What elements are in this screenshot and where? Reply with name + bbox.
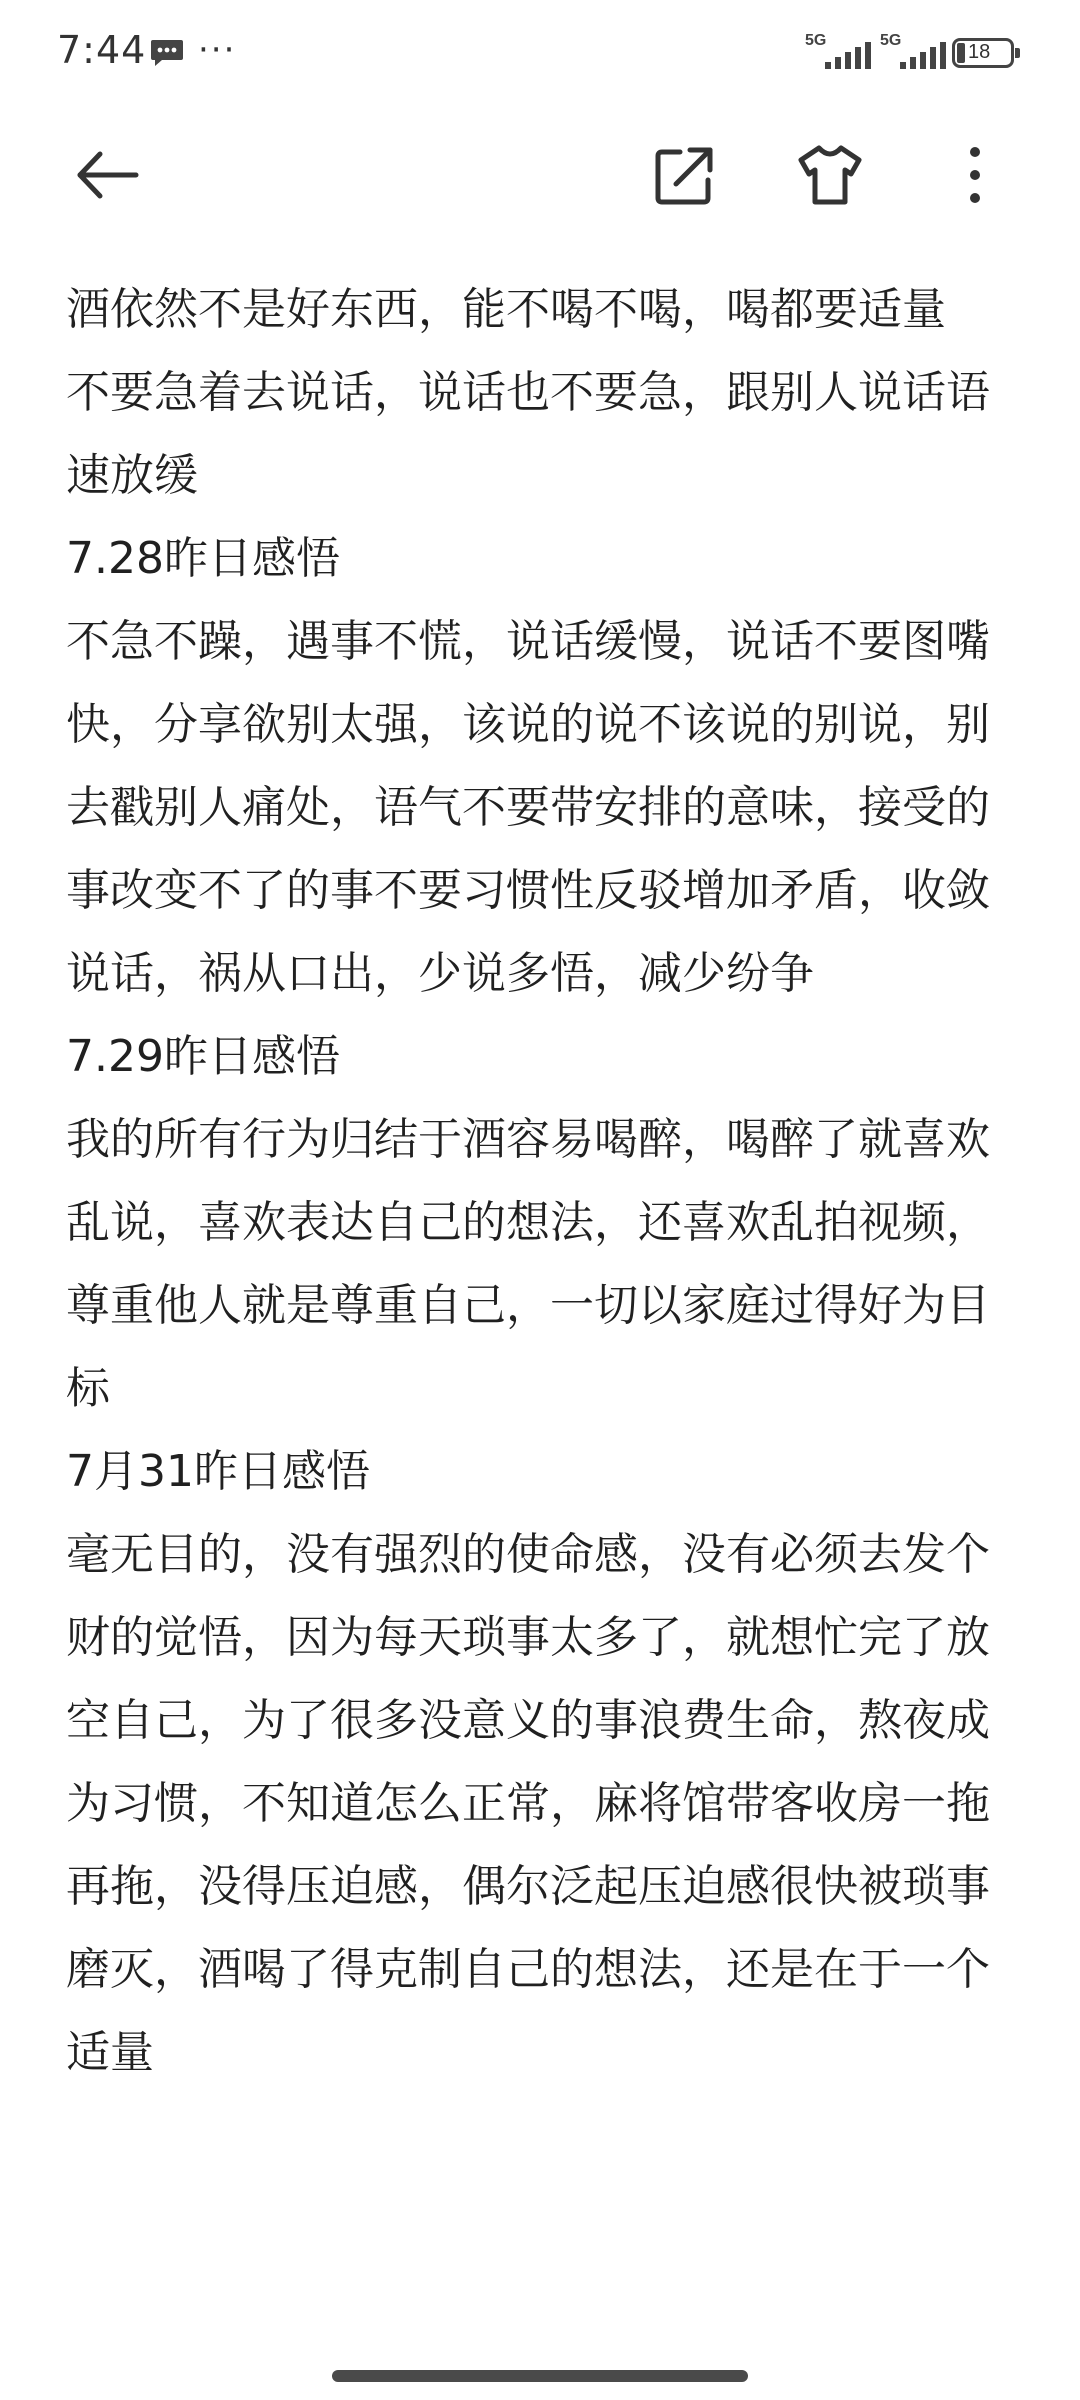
battery-icon bbox=[952, 38, 1024, 70]
note-paragraph: 毫无目的，没有强烈的使命感，没有必须去发个财的觉悟，因为每天琐事太多了，就想忙完了放空自己，为了很多没意义的事浪费生命，熬夜成为习惯，不知道怎么正常，麻将馆带客收房一拖再拖，没得压迫感，偶尔泛起压迫感很快被琐事磨灭，酒喝了得克制自己的想法，还是在于一个适量 bbox=[66, 1529, 990, 2078]
network-type-label: 5G bbox=[805, 32, 827, 49]
status-time: 7:44 bbox=[57, 28, 147, 72]
signal-icon bbox=[805, 32, 875, 72]
note-paragraph: 不要急着去说话，说话也不要急，跟别人说话语速放缓 bbox=[66, 367, 990, 501]
note-heading: 7.29昨日感悟 bbox=[66, 1031, 340, 1082]
back-arrow-icon[interactable] bbox=[72, 140, 142, 210]
battery-level: 18 bbox=[968, 41, 991, 63]
share-icon[interactable] bbox=[650, 140, 720, 210]
network-type-label: 5G bbox=[880, 32, 902, 49]
more-notifications-icon: ··· bbox=[198, 30, 237, 70]
note-body[interactable] bbox=[66, 268, 1016, 2094]
home-gesture-bar[interactable] bbox=[332, 2370, 748, 2382]
more-vertical-icon[interactable] bbox=[940, 140, 1010, 210]
note-paragraph: 不急不躁，遇事不慌，说话缓慢，说话不要图嘴快，分享欲别太强，该说的说不该说的别说，别去戳别人痛处，语气不要带安排的意味，接受的事改变不了的事不要习惯性反驳增加矛盾，收敛说话，祸从口出，少说多悟，减少纷争 bbox=[66, 616, 990, 999]
note-paragraph: 我的所有行为归结于酒容易喝醉，喝醉了就喜欢乱说，喜欢表达自己的想法，还喜欢乱拍视频，尊重他人就是尊重自己，一切以家庭过得好为目标 bbox=[66, 1114, 990, 1414]
note-paragraph: 酒依然不是好东西，能不喝不喝，喝都要适量 bbox=[66, 284, 946, 335]
note-toolbar bbox=[0, 120, 1080, 220]
message-icon bbox=[150, 38, 184, 68]
note-heading: 7.28昨日感悟 bbox=[66, 533, 340, 584]
status-bar bbox=[0, 0, 1080, 110]
theme-shirt-icon[interactable] bbox=[795, 140, 865, 210]
signal-icon bbox=[880, 32, 950, 72]
note-heading: 7月31昨日感悟 bbox=[66, 1446, 370, 1497]
